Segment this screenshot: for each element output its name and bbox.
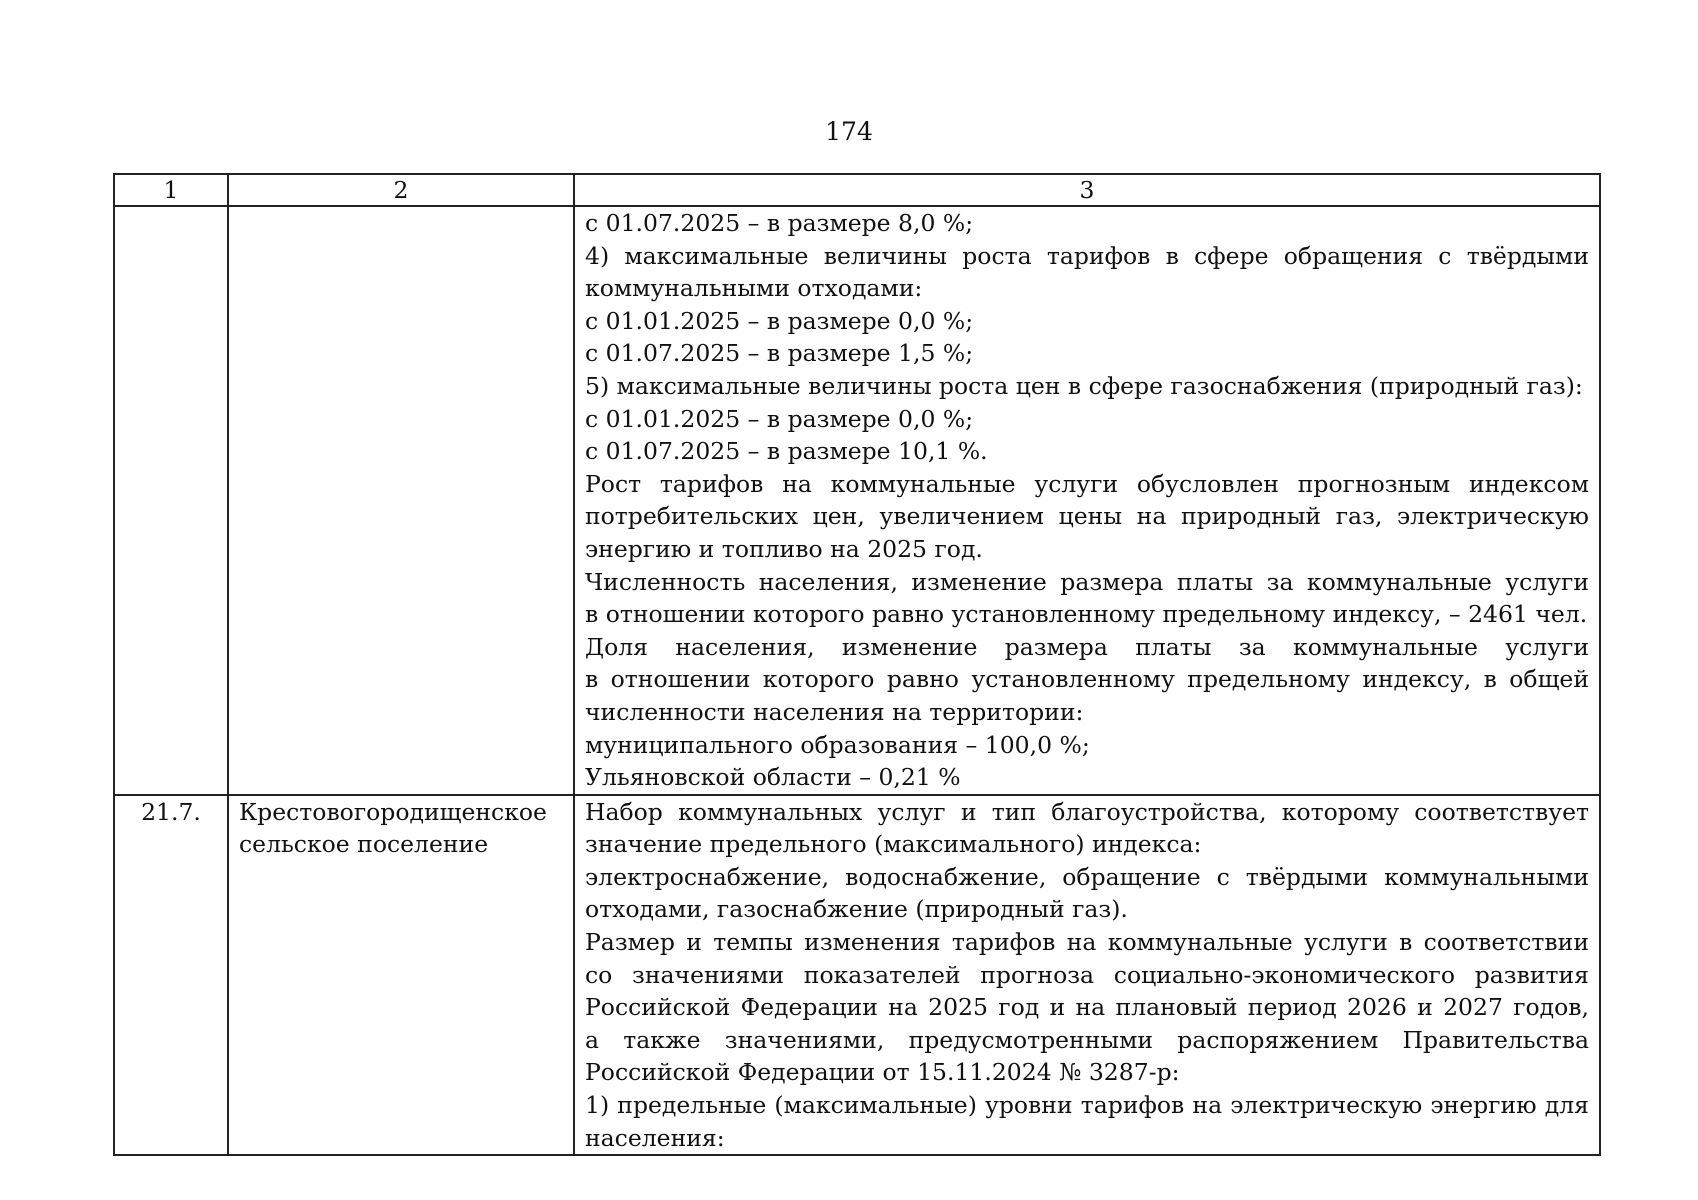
text-line: Размер и темпы изменения тарифов на коммунальные услуги в соответствии: [585, 928, 1589, 957]
text-line: отходами, газоснабжение (природный газ).: [585, 895, 1128, 924]
row-number-cell: 21.7.: [114, 795, 228, 1156]
text-line: численности населения на территории:: [585, 697, 1084, 726]
text-line: Численность населения, изменение размера платы за коммунальные услуги: [585, 567, 1589, 596]
text-line: с 01.07.2025 – в размере 10,1 %.: [585, 437, 988, 466]
text-line: коммунальными отходами:: [585, 274, 923, 303]
text-line: 5) максимальные величины роста цен в сфере газоснабжения (природный газ):: [585, 371, 1583, 400]
text-line: со значениями показателей прогноза социально-экономического развития: [585, 960, 1589, 989]
text-line: с 01.01.2025 – в размере 0,0 %;: [585, 306, 974, 335]
text-line: 4) максимальные величины роста тарифов в сфере обращения с твёрдыми: [585, 241, 1589, 270]
table-row: [114, 795, 1600, 1156]
tariff-table: [113, 173, 1601, 1156]
table-row: [114, 206, 1600, 795]
text-line: муниципального образования – 100,0 %;: [585, 730, 1090, 759]
text-line: с 01.07.2025 – в размере 1,5 %;: [585, 339, 974, 368]
row-number-cell: [114, 206, 228, 795]
settlement-name-line: сельское поселение: [239, 830, 489, 859]
text-line: 1) предельные (максимальные) уровни тарифов на электрическую энергию для: [585, 1091, 1589, 1120]
settlement-name-cell: [228, 795, 574, 1156]
text-line: с 01.07.2025 – в размере 8,0 %;: [585, 209, 974, 237]
page-number: 174: [825, 117, 873, 146]
table-header-row: [114, 174, 1600, 206]
text-line: в отношении которого равно установленному предельному индексу, в общей: [585, 665, 1589, 694]
text-line: Доля населения, изменение размера платы за коммунальные услуги: [585, 632, 1589, 661]
text-line: энергию и топливо на 2025 год.: [585, 534, 983, 563]
text-line: значение предельного (максимального) индекса:: [585, 830, 1202, 859]
description-cell: [574, 206, 1600, 795]
settlement-name-line: Крестовогородищенское: [239, 797, 547, 826]
text-line: Российской Федерации на 2025 год и на плановый период 2026 и 2027 годов,: [585, 993, 1589, 1022]
text-line: а также значениями, предусмотренными распоряжением Правительства: [585, 1025, 1589, 1054]
settlement-name-cell: [228, 206, 574, 795]
header-cell-1: 1: [114, 174, 228, 206]
text-line: с 01.01.2025 – в размере 0,0 %;: [585, 404, 974, 433]
text-line: Набор коммунальных услуг и тип благоустройства, которому соответствует: [585, 797, 1589, 826]
header-cell-3: 3: [574, 174, 1600, 206]
text-line: населения:: [585, 1123, 725, 1152]
description-text: [585, 207, 1589, 794]
description-cell: [574, 795, 1600, 1156]
text-line: Рост тарифов на коммунальные услуги обусловлен прогнозным индексом: [585, 469, 1589, 498]
text-line: Ульяновской области – 0,21 %: [585, 763, 961, 792]
text-line: в отношении которого равно установленному предельному индексу, – 2461 чел.: [585, 600, 1588, 629]
description-text: [585, 796, 1589, 1155]
header-cell-2: 2: [228, 174, 574, 206]
text-line: Российской Федерации от 15.11.2024 № 3287-р:: [585, 1058, 1180, 1087]
text-line: электроснабжение, водоснабжение, обращение с твёрдыми коммунальными: [585, 862, 1589, 891]
text-line: потребительских цен, увеличением цены на природный газ, электрическую: [585, 502, 1589, 531]
